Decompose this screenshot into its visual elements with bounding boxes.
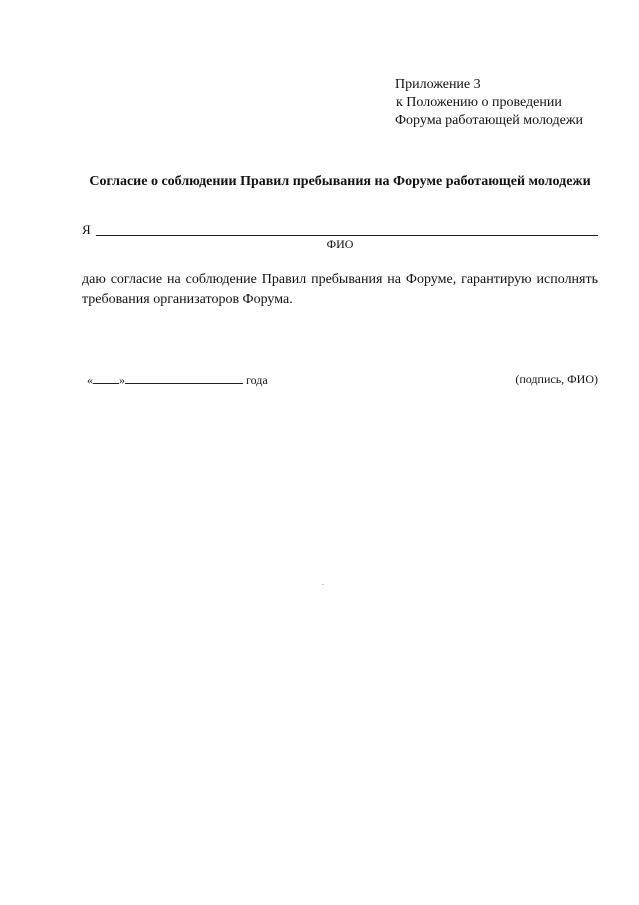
year-word: года [246,373,268,387]
appendix-header [395,76,583,130]
day-fill-line [93,372,119,384]
date-open-quote: « [87,373,93,387]
appendix-line-1: Приложение 3 [395,77,481,92]
signature-caption: (подпись, ФИО) [515,372,598,386]
month-fill-line [125,372,243,384]
date-row [87,372,268,388]
scan-speck [322,584,324,585]
appendix-line-3: Форума работающей молодежи [395,113,584,128]
name-prefix: Я [82,222,91,237]
date-close-quote: » [119,373,125,387]
fio-caption: ФИО [326,237,354,251]
document-title: Согласие о соблюдении Правил пребывания на Форуме работающей молодежи [89,174,591,189]
consent-text: даю согласие на соблюдение Правил пребывания на Форуме, гарантирую исполнять требования организаторов Форума. [82,272,598,307]
appendix-line-2: к Положению о проведении [396,95,562,110]
name-fill-line [96,235,598,236]
